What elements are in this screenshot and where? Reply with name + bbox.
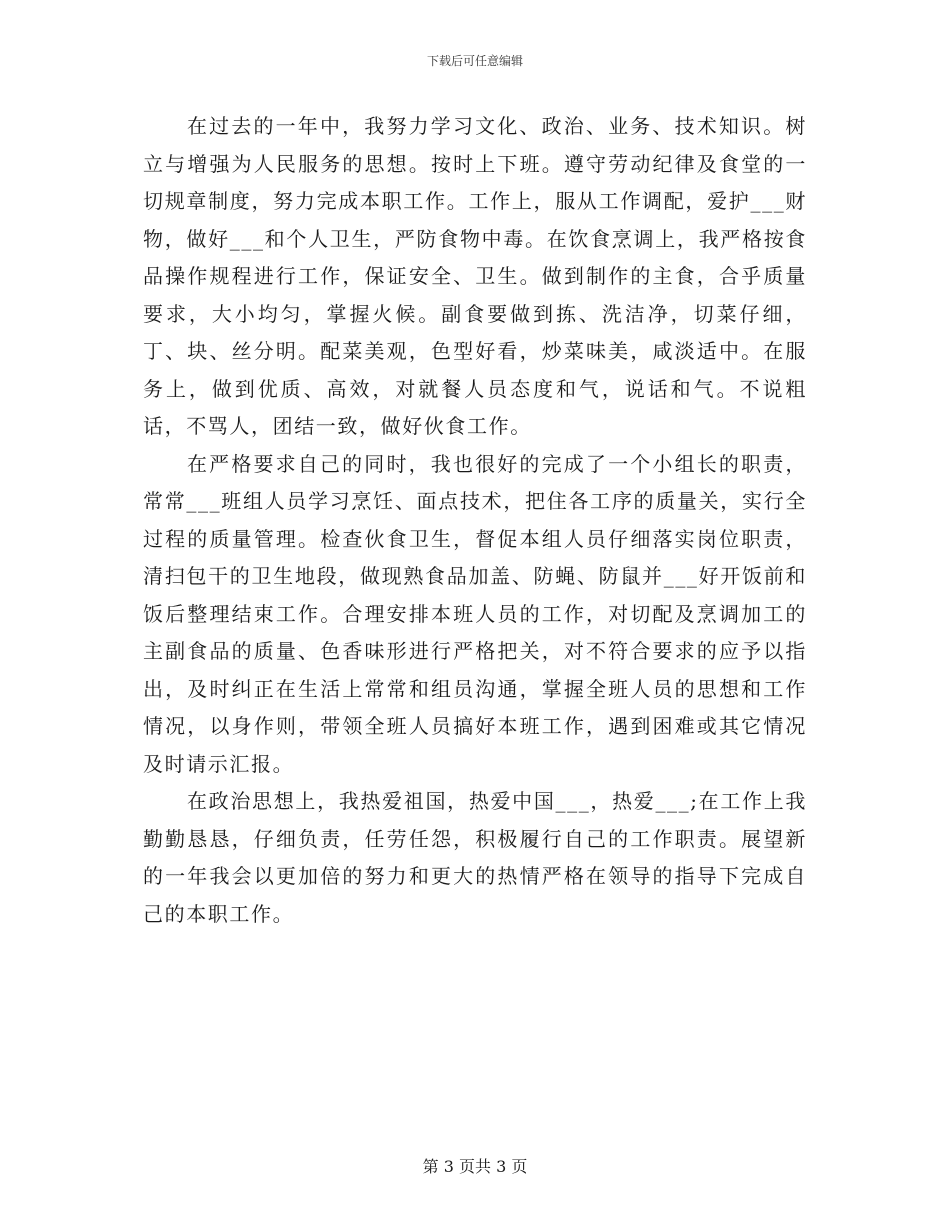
page-header: 下载后可任意编辑: [426, 54, 523, 68]
paragraph-2: 在严格要求自己的同时，我也很好的完成了一个小组长的职责，常常___班组人员学习烹饪、面点技术，把住各工序的质量关，实行全过程的质量管理。检查伙食卫生，督促本组人员仔细落实岗位职责，清扫包干的卫生地段，做现熟食品加盖、防蝇、防鼠并___好开饭前和饭后整理结束工作。合理安排本班人员的工作，对切配及烹调加工的主副食品的质量、色香味形进行严格把关，对不符合要求的应予以指出，及时纠正在生活上常常和组员沟通，掌握全班人员的思想和工作情况，以身作则，带领全班人员搞好本班工作，遇到困难或其它情况及时请示汇报。: [143, 451, 807, 776]
paragraph-1: 在过去的一年中，我努力学习文化、政治、业务、技术知识。树立与增强为人民服务的思想。按时上下班。遵守劳动纪律及食堂的一切规章制度，努力完成本职工作。工作上，服从工作调配，爱护___财物，做好___和个人卫生，严防食物中毒。在饮食烹调上，我严格按食品操作规程进行工作，保证安全、卫生。做到制作的主食，合乎质量要求，大小均匀，掌握火候。副食要做到拣、洗洁净，切菜仔细，丁、块、丝分明。配菜美观，色型好看，炒菜味美，咸淡适中。在服务上，做到优质、高效，对就餐人员态度和气，说话和气。不说粗话，不骂人，团结一致，做好伙食工作。: [143, 114, 807, 438]
document-body: [143, 108, 807, 933]
paragraph-3: 在政治思想上，我热爱祖国，热爱中国___，热爱___;在工作上我勤勤恳恳，仔细负责，任劳任怨，积极履行自己的工作职责。展望新的一年我会以更加倍的努力和更大的热情严格在领导的指导下完成自己的本职工作。: [143, 789, 807, 926]
page-footer: 第 3 页共 3 页: [422, 1157, 528, 1176]
